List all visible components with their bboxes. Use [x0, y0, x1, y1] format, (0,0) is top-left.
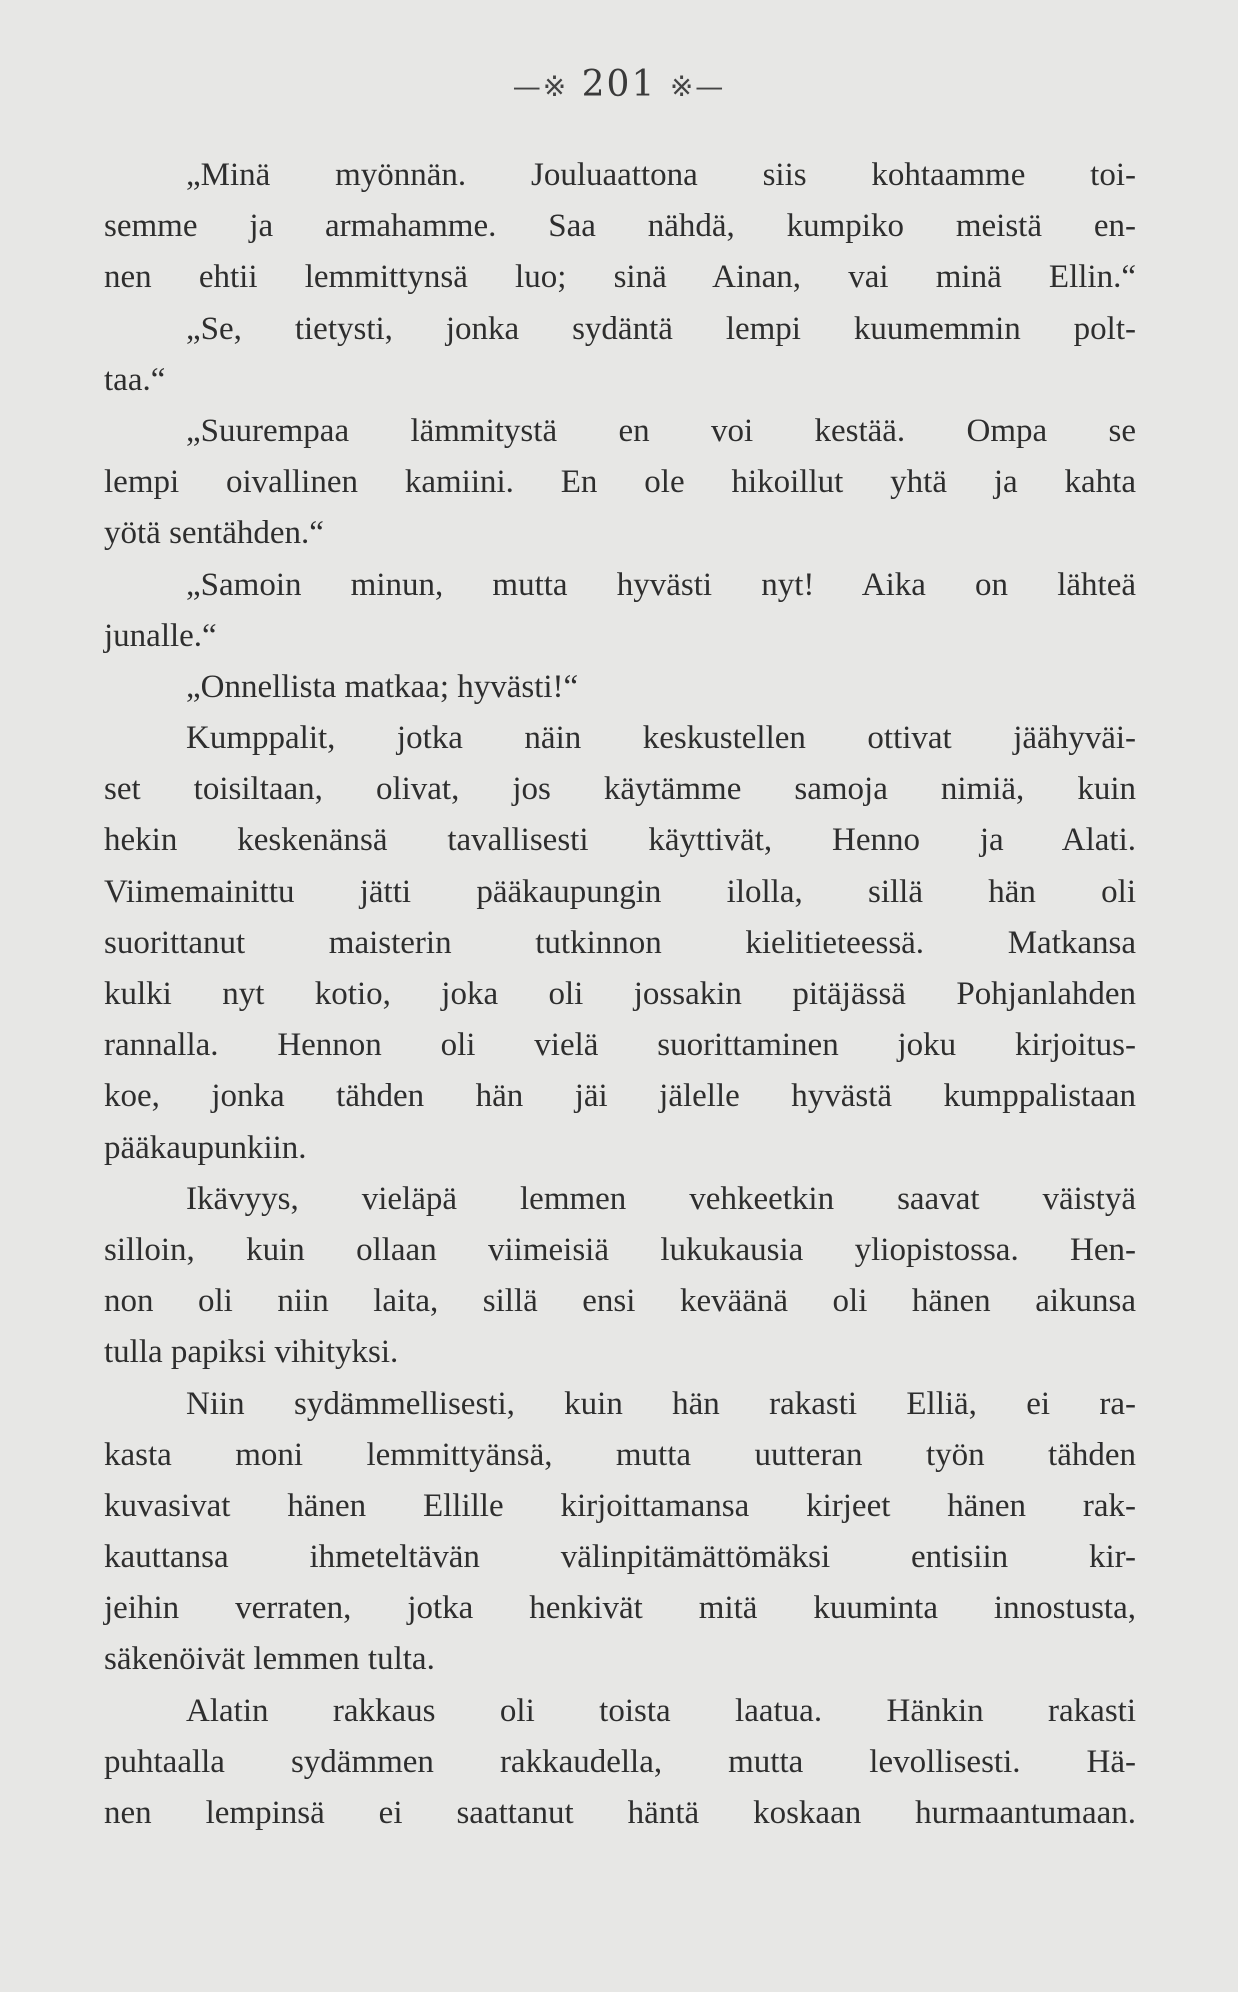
text-line: „Suurempaa lämmitystä en voi kestää. Ompa se	[186, 412, 1136, 449]
ornament-right: ※—	[669, 70, 726, 103]
text-line: rannalla. Hennon oli vielä suorittaminen joku kirjoitus-	[104, 1027, 1136, 1064]
text-line: non oli niin laita, sillä ensi keväänä oli hänen aikunsa	[104, 1283, 1136, 1320]
ornament-left: —※	[512, 70, 569, 103]
body-text	[104, 150, 1136, 1839]
text-line: semme ja armahamme. Saa nähdä, kumpiko meistä en-	[104, 208, 1136, 245]
text-line: kulki nyt kotio, joka oli jossakin pitäjässä Pohjanlahden	[104, 976, 1136, 1012]
text-line: puhtaalla sydämmen rakkaudella, mutta levollisesti. Hä-	[104, 1743, 1136, 1780]
text-line: lempi oivallinen kamiini. En ole hikoillut yhtä ja kahta	[104, 464, 1136, 501]
text-line: kasta moni lemmittyänsä, mutta uutteran työn tähden	[104, 1436, 1136, 1473]
text-line: yötä sentähden.“	[104, 515, 324, 552]
text-line: „Onnellista matkaa; hyvästi!“	[186, 668, 579, 705]
text-line: Viimemainittu jätti pääkaupungin ilolla, sillä hän oli	[104, 873, 1136, 910]
text-line: „Se, tietysti, jonka sydäntä lempi kuumemmin polt-	[186, 310, 1136, 347]
text-line: Alatin rakkaus oli toista laatua. Hänkin rakasti	[186, 1692, 1136, 1729]
text-line: kuvasivat hänen Ellille kirjoittamansa kirjeet hänen rak-	[104, 1487, 1136, 1524]
page-number: 201	[581, 64, 657, 105]
text-line: Niin sydämmellisesti, kuin hän rakasti Elliä, ei ra-	[186, 1385, 1136, 1422]
text-line: silloin, kuin ollaan viimeisiä lukukausia yliopistossa. Hen-	[104, 1231, 1136, 1268]
text-line: „Minä myönnän. Jouluaattona siis kohtaamme toi-	[186, 157, 1136, 193]
text-line: taa.“	[104, 361, 166, 398]
text-line: koe, jonka tähden hän jäi jälelle hyvästä kumppalistaan	[104, 1078, 1136, 1115]
page-header	[0, 64, 1238, 105]
text-line: säkenöivät lemmen tulta.	[104, 1641, 435, 1678]
text-line: Ikävyys, vieläpä lemmen vehkeetkin saavat väistyä	[186, 1180, 1136, 1217]
text-line: set toisiltaan, olivat, jos käytämme samoja nimiä, kuin	[104, 771, 1136, 808]
text-line: jeihin verraten, jotka henkivät mitä kuuminta innostusta,	[104, 1590, 1136, 1627]
text-line: „Samoin minun, mutta hyvästi nyt! Aika on lähteä	[186, 566, 1136, 603]
text-line: nen ehtii lemmittynsä luo; sinä Ainan, vai minä Ellin.“	[104, 259, 1136, 296]
text-line: tulla papiksi vihityksi.	[104, 1334, 399, 1371]
text-line: kauttansa ihmeteltävän välinpitämättömäksi entisiin kir-	[104, 1539, 1136, 1576]
text-line: Kumppalit, jotka näin keskustellen ottivat jäähyväi-	[186, 720, 1136, 757]
text-line: nen lempinsä ei saattanut häntä koskaan hurmaantumaan.	[104, 1795, 1136, 1831]
text-line: suorittanut maisterin tutkinnon kielitieteessä. Matkansa	[104, 924, 1136, 961]
text-line: hekin keskenänsä tavallisesti käyttivät, Henno ja Alati.	[104, 822, 1136, 859]
text-line: junalle.“	[104, 617, 217, 654]
text-line: pääkaupunkiin.	[104, 1129, 307, 1166]
